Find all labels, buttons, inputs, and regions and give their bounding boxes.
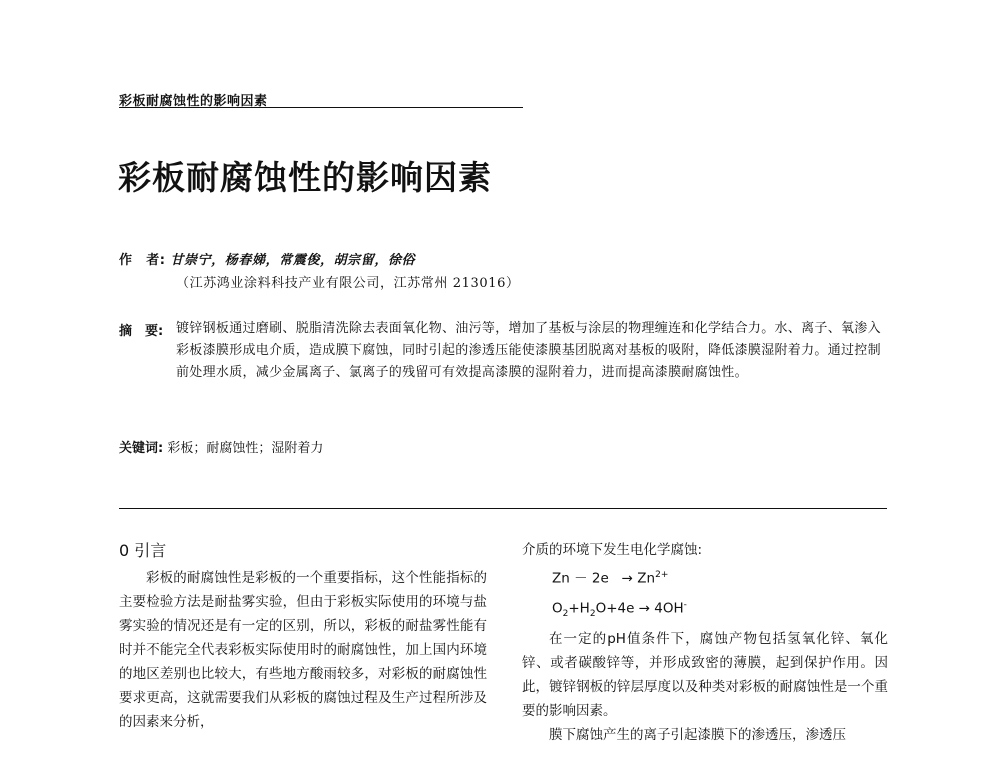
equation-2-o: O bbox=[552, 600, 563, 616]
equation-1-lhs: Zn － 2e bbox=[552, 570, 609, 587]
equation-1-arrow: → bbox=[621, 570, 633, 587]
abstract-text: 镀锌钢板通过磨刷、脱脂清洗除去表面氧化物、油污等，增加了基板与涂层的物理缠连和化学结合力。水、离子、氧渗入彩板漆膜形成电介质，造成膜下腐蚀，同时引起的渗透压能使漆膜基团脱离对基板的吸附，降低漆膜湿附着力。通过控制前处理水质，减少金属离子、氯离子的残留可有效提高漆膜的湿附着力，进而提高漆膜耐腐蚀性。 bbox=[176, 321, 881, 380]
paper-title: 彩板耐腐蚀性的影响因素 bbox=[118, 158, 492, 197]
section-divider bbox=[119, 508, 887, 509]
equation-2-charge: - bbox=[683, 599, 687, 610]
equation-1-rhs: Zn bbox=[637, 570, 656, 587]
right-paragraph-1: 在一定的pH值条件下，腐蚀产物包括氢氧化锌、氧化锌、或者碳酸锌等，并形成致密的薄膜，起到保护作用。因此，镀锌钢板的锌层厚度以及种类对彩板的耐腐蚀性是一个重要的影响因素。 bbox=[522, 630, 888, 719]
equation-2-o-sub: 2 bbox=[562, 608, 569, 619]
equation-oxygen-reduction bbox=[522, 592, 888, 627]
keywords-text: 彩板；耐腐蚀性；湿附着力 bbox=[167, 441, 324, 456]
equation-1-rhs-charge: 2+ bbox=[655, 570, 669, 580]
equation-2-h-sub: 2 bbox=[589, 608, 596, 619]
running-head: 彩板耐腐蚀性的影响因素 bbox=[119, 94, 268, 109]
keywords-line bbox=[119, 437, 323, 456]
running-head-rule bbox=[119, 107, 523, 108]
left-paragraph: 彩板的耐腐蚀性是彩板的一个重要指标，这个性能指标的主要检验方法是耐盐雾实验，但由于彩板实际使用的环境与盐雾实验的情况还是有一定的区别，所以，彩板的耐盐雾性能有时并不能完全代表彩板实际使用时的耐腐蚀性，加上国内环境的地区差别也比较大，有些地方酸雨较多，对彩板的耐腐蚀性要求更高，这就需要我们从彩板的腐蚀过程及生产过程所涉及的因素来分析， bbox=[119, 570, 487, 730]
author-names: 甘崇宁，杨春娣，常震俊，胡宗留，徐俗 bbox=[170, 253, 416, 268]
right-paragraph-2: 膜下腐蚀产生的离子引起漆膜下的渗透压，渗透压 bbox=[549, 726, 846, 743]
right-intro: 介质的环境下发生电化学腐蚀: bbox=[522, 542, 703, 558]
abstract-label: 摘 要: bbox=[119, 324, 164, 339]
right-column bbox=[522, 538, 888, 747]
section-heading: 0 引言 bbox=[119, 541, 167, 560]
left-column bbox=[119, 566, 487, 734]
equation-zinc-oxidation bbox=[522, 562, 888, 592]
authors-label: 作 者: bbox=[119, 253, 166, 268]
authors-line bbox=[119, 249, 415, 268]
keywords-label: 关键词: bbox=[119, 441, 164, 456]
equation-2-h: +H bbox=[568, 600, 590, 616]
affiliation: （江苏鸿业涂料科技产业有限公司，江苏常州 213016） bbox=[176, 276, 520, 291]
equation-2-rest: O+4e → 4OH bbox=[595, 600, 684, 616]
